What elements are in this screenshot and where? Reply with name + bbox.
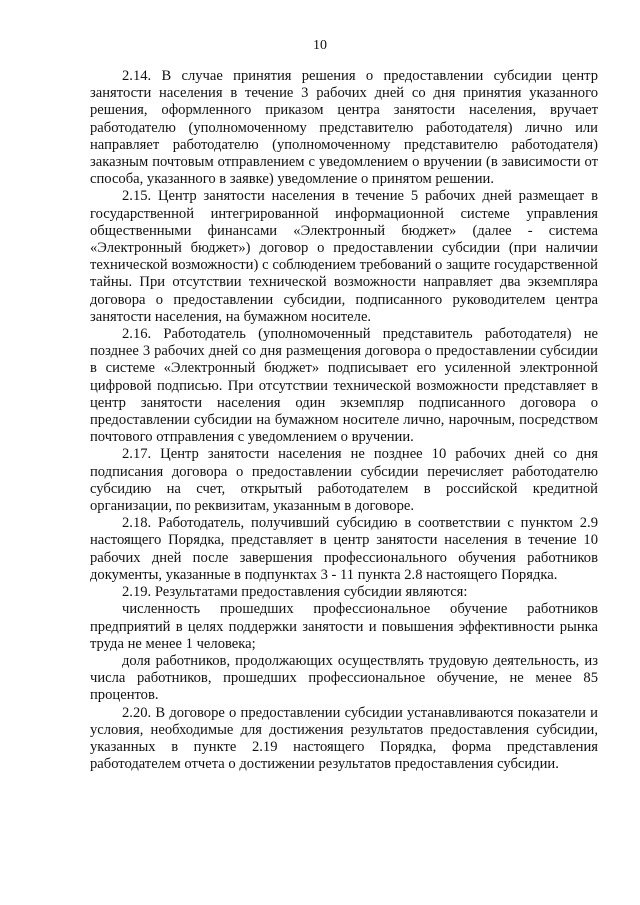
paragraph-2-18: 2.18. Работодатель, получивший субсидию в соответствии с пунктом 2.9 настоящего Порядка, представляет в центр занятости населения в течение 10 рабочих дней после завершения профессионального обучения работников документы, указанные в подпунктах 3 - 11 пункта 2.8 настоящего Порядка.: [90, 515, 598, 583]
paragraph-2-19-result-1: численность прошедших профессиональное обучение работников предприятий в целях поддержки занятости и повышения эффективности рынка труда не менее 1 человека;: [90, 601, 598, 652]
paragraph-2-20: 2.20. В договоре о предоставлении субсидии устанавливаются показатели и условия, необходимые для достижения результатов предоставления субсидии, указанных в пункте 2.19 настоящего Порядка, форма представления работодателем отчета о достижении результатов предоставления субсидии.: [90, 704, 598, 773]
paragraph-2-19-result-2: доля работников, продолжающих осуществлять трудовую деятельность, из числа работников, прошедших профессиональное обучение, не менее 85 процентов.: [90, 652, 598, 704]
paragraph-2-17: 2.17. Центр занятости населения не позднее 10 рабочих дней со дня подписания договора о предоставлении субсидии перечисляет работодателю субсидию на счет, открытый работодателем в российской кредитной организации, по реквизитам, указанным в договоре.: [90, 446, 598, 515]
page-number: 10: [313, 38, 327, 53]
paragraph-2-15: 2.15. Центр занятости населения в течение 5 рабочих дней размещает в государственной интегрированной информационной системе управления общественными финансами «Электронный бюджет» (далее - система «Электронный бюджет») договор о предоставлении субсидии (при наличии технической возможности) с соблюдением требований о защите государственной тайны. При отсутствии технической возможности направляет два экземпляра договора о предоставлении субсидии, подписанного руководителем центра занятости населения, на бумажном носителе.: [90, 188, 598, 325]
paragraph-2-19: 2.19. Результатами предоставления субсидии являются:: [122, 584, 468, 601]
document-body: [90, 68, 598, 773]
paragraph-2-14: 2.14. В случае принятия решения о предоставлении субсидии центр занятости населения в течение 3 рабочих дней со дня принятия указанного решения, оформленного приказом центра занятости населения, вручает работодателю (уполномоченному представителю работодателя) лично или направляет работодателю (уполномоченному представителю работодателя) заказным почтовым отправлением с уведомлением о вручении (в зависимости от способа, указанного в заявке) уведомление о принятом решении.: [90, 68, 598, 188]
paragraph-2-16: 2.16. Работодатель (уполномоченный представитель работодателя) не позднее 3 рабочих дней со дня размещения договора о предоставлении субсидии в системе «Электронный бюджет» подписывает его усиленной электронной цифровой подписью. При отсутствии технической возможности представляет в центр занятости населения один экземпляр подписанного договора о предоставлении субсидии на бумажном носителе лично, нарочным, посредством почтового отправления с уведомлением о вручении.: [90, 326, 598, 446]
